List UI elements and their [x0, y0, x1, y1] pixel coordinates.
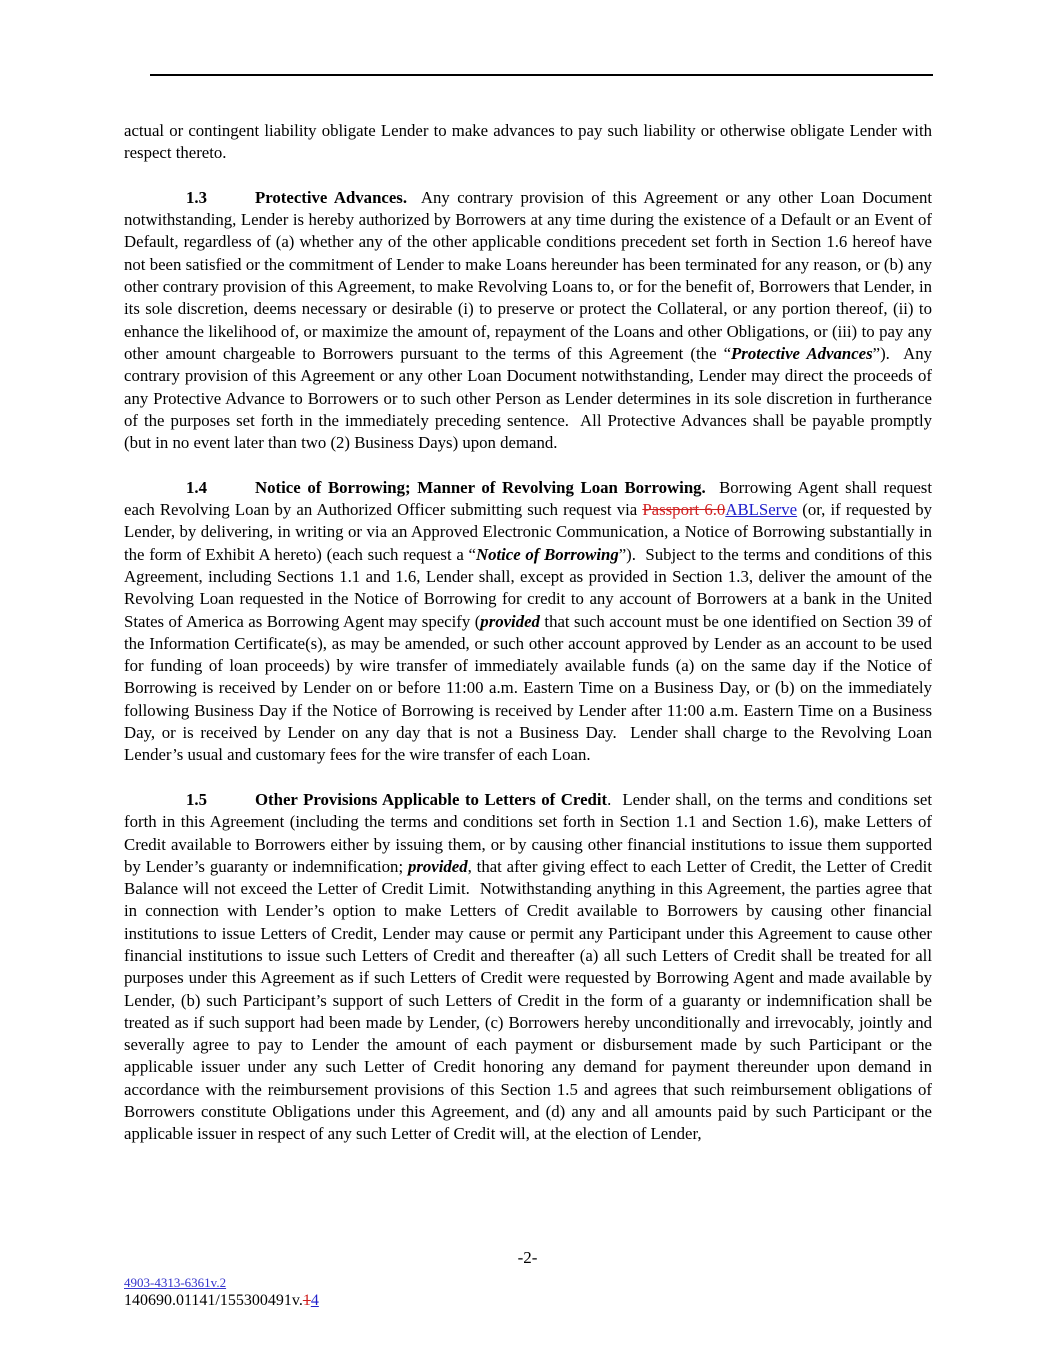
header-rule	[150, 74, 933, 76]
body-text-run: 140690.01141/155300491v.	[124, 1292, 303, 1309]
body-text-run: ”). Subject to the terms and conditions of this Agreement, including Sections 1.1 and 1.6, Lender shall, except as provided in Section 1.3, deliver the amount of the Revolving Loan requested in the Notice of Borrowing for credit to any account of Borrowers at a bank in the United States of America as Borrowing Agent may specify (	[124, 544, 933, 631]
defined-term: Notice of Borrowing	[475, 544, 619, 564]
body-text-run: , that after giving effect to each Letter of Credit, the Letter of Credit Balance will not exceed the Letter of Credit Limit. Notwithstanding anything in this Agreement, the parties agree that in connection with Lender’s option to make Letters of Credit available to Borrowers by causing other financial institutions to issue Letters of Credit, Lender may cause or permit any Participant under this Agreement to cause other financial institutions to issue such Letters of Credit and thereafter (a) all such Letters of Credit shall be treated for all purposes under this Agreement as if such Letters of Credit were requested by Borrowing Agent and made available by Lender, (b) such Participant’s support of such Letters of Credit in the form of a guaranty or indemnification shall be treated as if such support had been made by Lender, (c) Borrowers hereby unconditionally and irrevocably, jointly and severally agree to pay to Lender the amount of each payment or disbursement made by such Participant or the applicable issuer under any such Letter of Credit honoring any demand for payment thereunder upon demand in accordance with the reimbursement provisions of this Section 1.5 and agrees that such reimbursement obligations of Borrowers constitute Obligations under this Agreement, and (d) any and all amounts paid by such Participant or the applicable issuer in respect of any such Letter of Credit will, at the election of Lender,	[124, 856, 932, 1144]
defined-term: provided	[480, 611, 540, 631]
section-1-3-paragraph	[124, 187, 932, 455]
body-text-run: ”). Any contrary provision of this Agreement or any other Loan Document notwithstanding, Lender may direct the proceeds of any Protective Advance to Borrowers or to such other Person as Lender determines in its sole discretion in furtherance of the purposes set forth in the immediately preceding sentence. All Protective Advances shall be payable promptly (but in no event later than two (2) Business Days) upon demand.	[124, 343, 932, 453]
footer-doc-id-stamp: 4903-4313-6361v.2	[124, 1275, 227, 1290]
deleted-revision-text: Passport 6.0	[642, 500, 726, 520]
body-text-run: (or, if requested by Lender, by delivering, in writing or via an Approved Electronic Communication, a Notice of Borrowing substantially in the form of Exhibit A hereto) (each such request a “	[124, 500, 933, 564]
body-text-run: that such account must be one identified on Section 39 of the Information Certificate(s), as may be amended, or such other account approved by Lender as an account to be used for funding of loan proceeds) by wire transfer of immediately available funds (a) on the same day if the Notice of Borrowing is received by Lender on or before 11:00 a.m. Eastern Time on a Business Day, or (b) on the immediately following Business Day if the Notice of Borrowing is received by Lender after 11:00 a.m. Eastern Time on a Business Day, or is received by Lender on any day that is not a Business Day. Lender shall charge to the Revolving Loan Lender’s usual and customary fees for the wire transfer of each Loan.	[124, 611, 932, 765]
defined-term: provided	[407, 856, 468, 876]
body-text-run: Any contrary provision of this Agreement or any other Loan Document notwithstanding, Lender is hereby authorized by Borrowers at any time during the existence of a Default or an Event of Default, regardless of (a) whether any of the other applicable conditions precedent set forth in Section 1.6 hereof have not been satisfied or the commitment of Lender to make Loans hereunder has been terminated for any reason, or (b) any other contrary provision of this Agreement, to make Revolving Loans to, or for the benefit of, Borrowers that Lender, in its sole discretion, deems necessary or desirable (i) to preserve or protect the Collateral, or any portion thereof, (ii) to enhance the likelihood of, or maximize the amount of, repayment of the Loans and other Obligations, or (iii) to pay any other amount chargeable to Borrowers pursuant to the terms of this Agreement (the “	[124, 187, 932, 363]
defined-term: Protective Advances	[731, 343, 873, 363]
footer-matter-number	[124, 1291, 319, 1310]
section-number: 1.3	[186, 187, 207, 207]
section-heading: Protective Advances.	[255, 187, 408, 207]
document-body	[124, 120, 932, 1168]
section-number: 1.4	[186, 477, 207, 497]
section-1-5-paragraph	[124, 789, 932, 1146]
continuation-paragraph: actual or contingent liability obligate Lender to make advances to pay such liability or otherwise obligate Lender with respect thereto.	[124, 121, 932, 163]
body-text-run: Borrowing Agent shall request each Revolving Loan by an Authorized Officer submitting such request via	[124, 477, 932, 520]
inserted-revision-text: ABLServe	[725, 500, 798, 520]
section-heading: Other Provisions Applicable to Letters of Credit	[255, 789, 608, 809]
deleted-revision-text: 1	[302, 1292, 311, 1309]
section-1-4-paragraph	[124, 477, 932, 767]
page-number: -2-	[517, 1248, 538, 1267]
section-number: 1.5	[186, 789, 207, 809]
body-text-run: . Lender shall, on the terms and conditions set forth in this Agreement (including the terms and conditions set forth in Section 1.1 and Section 1.6), make Letters of Credit available to Borrowers either by issuing them, or by causing other financial institutions to issue them supported by Lender’s guaranty or indemnification;	[124, 789, 932, 876]
footer	[124, 1274, 319, 1310]
section-heading: Notice of Borrowing; Manner of Revolving Loan Borrowing.	[255, 477, 706, 497]
inserted-revision-text: 4	[310, 1292, 319, 1309]
